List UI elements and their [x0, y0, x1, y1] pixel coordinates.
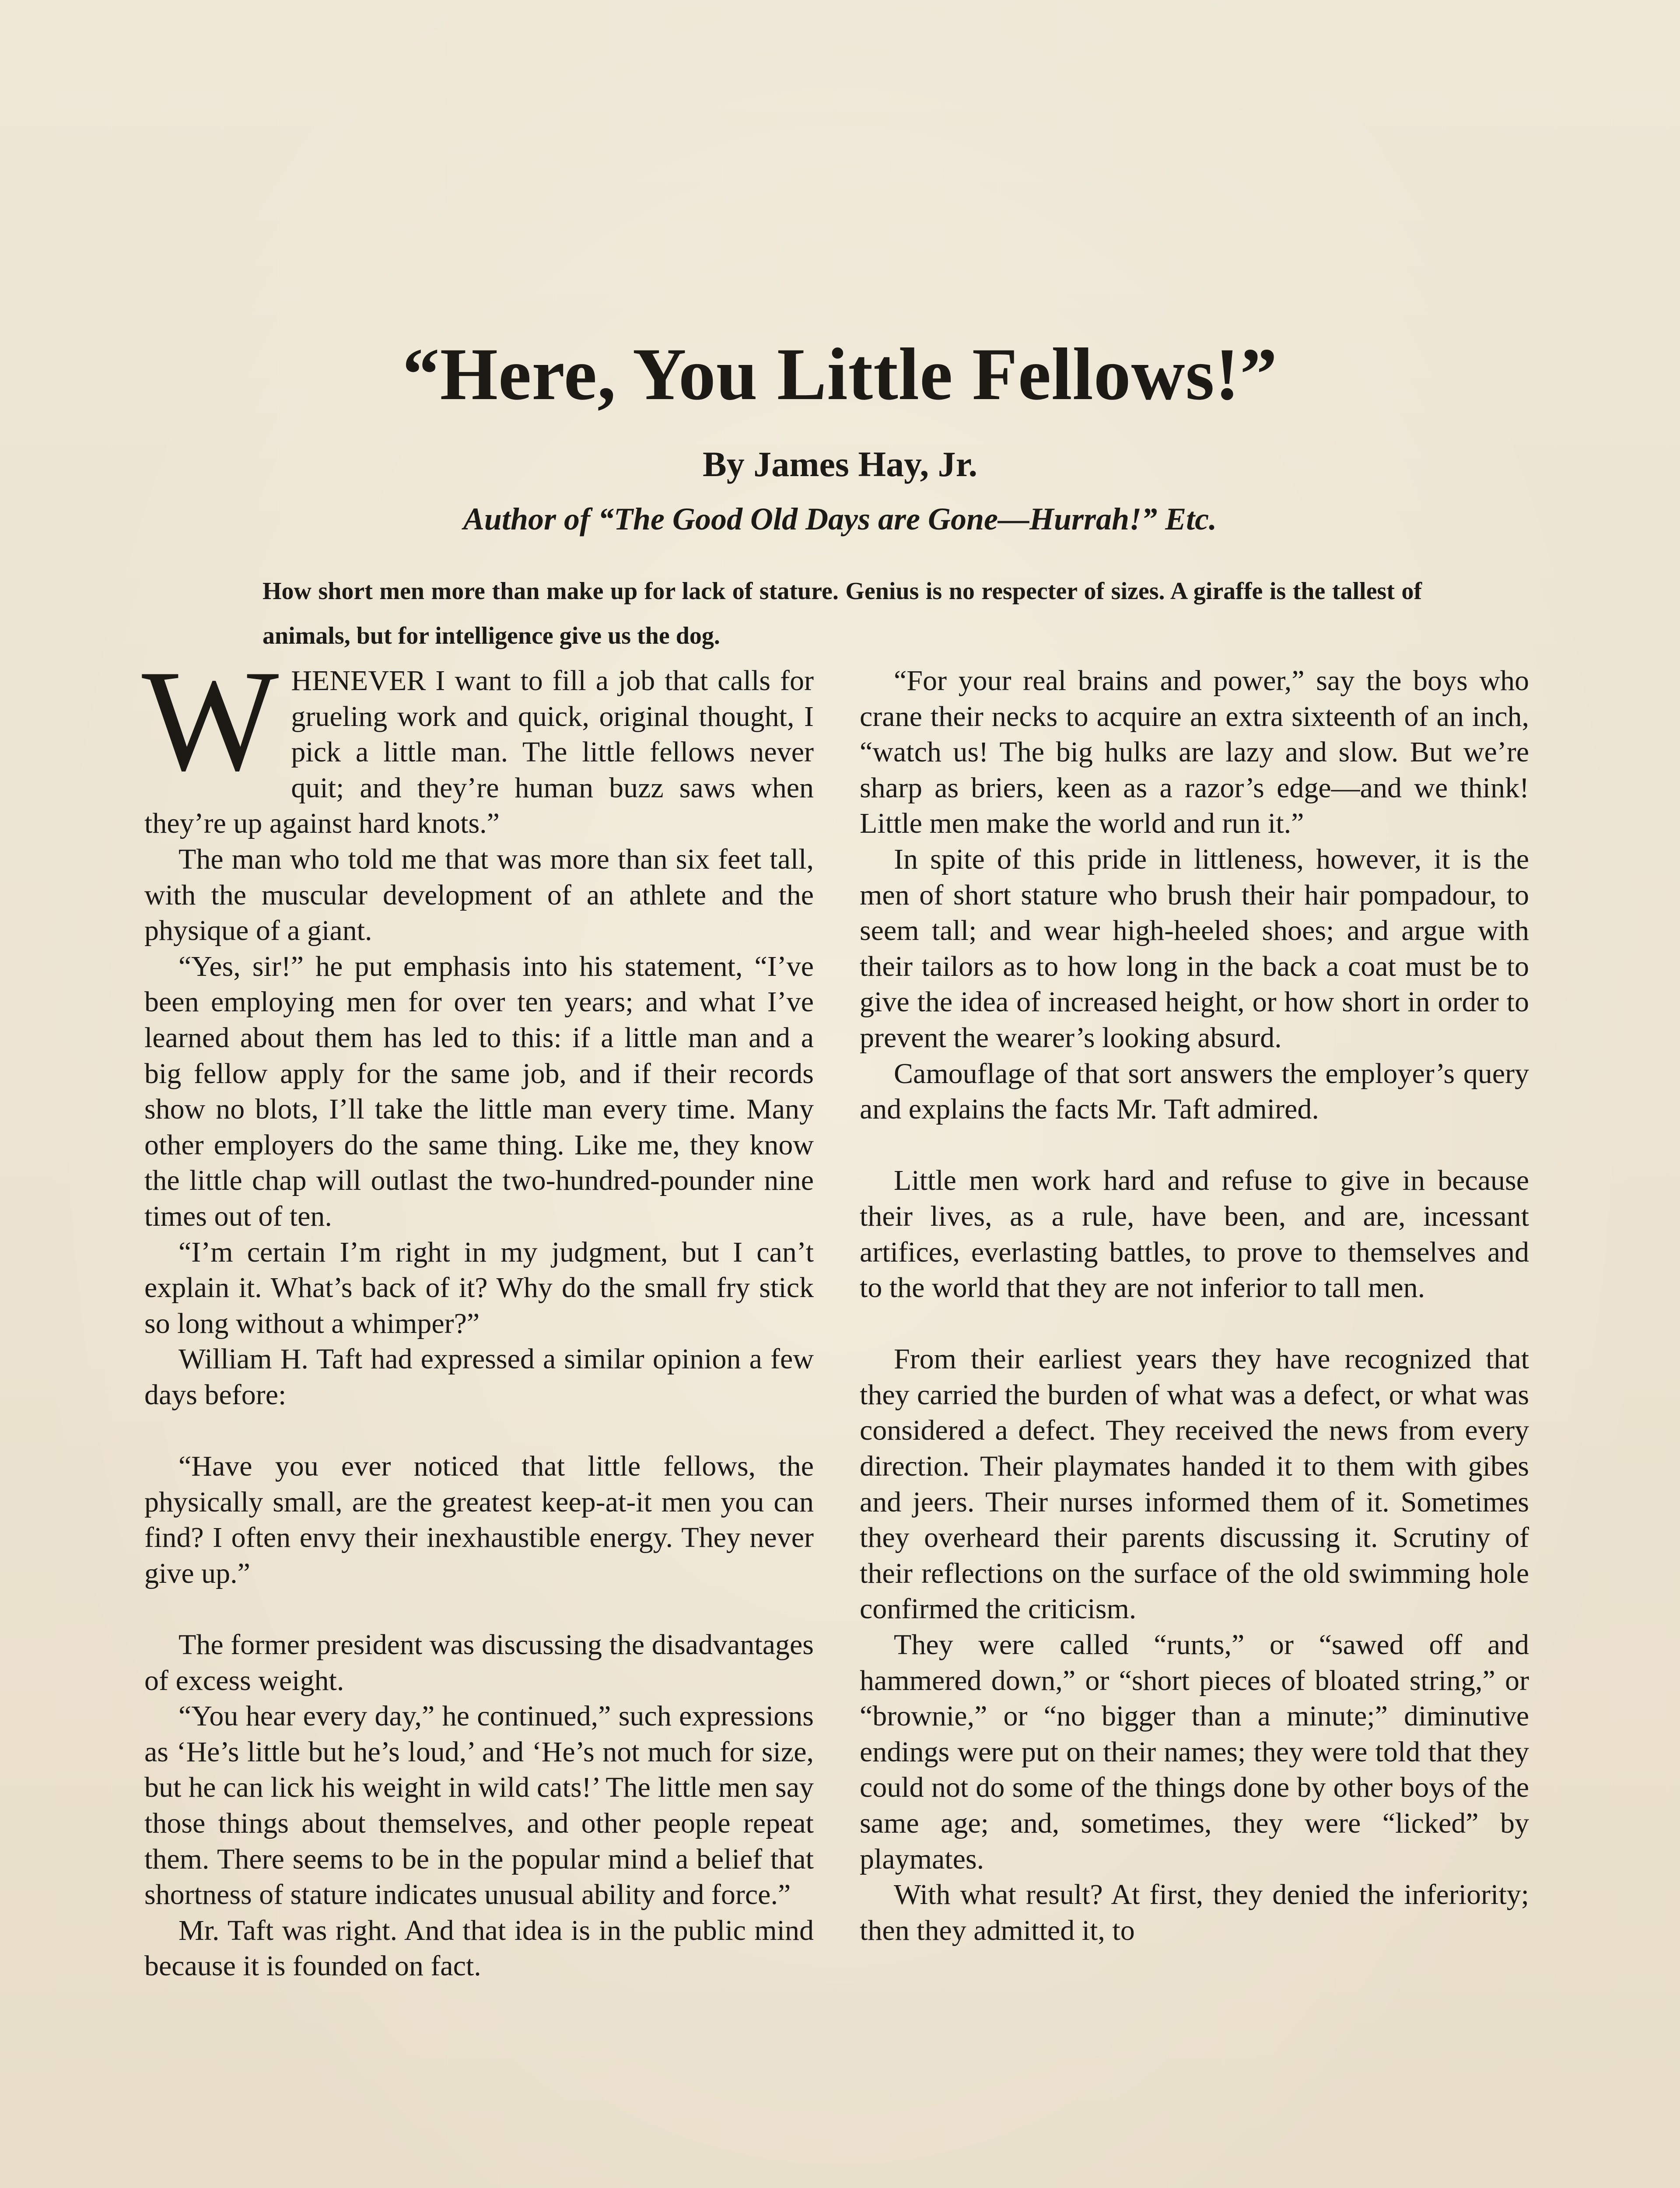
paragraph: “For your real brains and power,” say the boys who crane their necks to acquire an extra sixteenth of an inch, “watch us! The big hulks are lazy and slow. But we’re sharp as briers, keen as a razor’s edge—and we think! Little men make the world and run it.”: [860, 665, 1529, 840]
drop-cap: W: [142, 640, 279, 801]
paragraph: They were called “runts,” or “sawed off and hammered down,” or “short pieces of bloated string,” or “brownie,” or “no bigger than a minute;” diminutive endings were put on their names; they were told that they could not do some of the things done by other boys of the same age; and, sometimes, they were “licked” by playmates.: [860, 1629, 1529, 1875]
right-column: [860, 663, 1529, 1948]
paragraph: The man who told me that was more than six feet tall, with the muscular development of an athlete and the physique of a giant.: [144, 843, 814, 947]
quote-paragraph: “Have you ever noticed that little fellows, the physically small, are the greatest keep-at-it men you can find? I often envy their inexhaustible energy. They never give up.”: [144, 1450, 814, 1589]
left-column: [142, 640, 814, 1984]
paragraph: With what result? At first, they denied the inferiority; then they admitted it, to: [860, 1879, 1529, 1946]
author-credits: Author of “The Good Old Days are Gone—Hurrah!” Etc.: [463, 501, 1217, 536]
paragraph: “You hear every day,” he continued,” such expressions as ‘He’s little but he’s loud,’ and ‘He’s not much for size, but he can lick his weight in wild cats!’ The little men say those things about themselves, and other people repeat them. There seems to be in the popular mind a belief that shortness of stature indicates unusual ability and force.”: [144, 1700, 814, 1911]
paragraph: Little men work hard and refuse to give in because their lives, as a rule, have been, and are, incessant artifices, everlasting battles, to prove to themselves and to the world that they are not inferior to tall men.: [860, 1164, 1529, 1304]
paragraph: From their earliest years they have recognized that they carried the burden of what was a defect, or what was considered a defect. They received the news from every direction. Their playmates handed it to them with gibes and jeers. Their nurses informed them of it. Sometimes they overheard their parents discussing it. Scrutiny of their reflections on the surface of the old swimming hole confirmed the criticism.: [860, 1343, 1529, 1625]
opening-paragraph-text: HENEVER I want to fill a job that calls for grueling work and quick, original thought, I pick a little man. The little fellows never quit; and they’re human buzz saws when they’re up against hard knots.”: [144, 665, 814, 840]
paragraph: “I’m certain I’m right in my judgment, but I can’t explain it. What’s back of it? Why do the small fry stick so long without a whimper?”: [144, 1236, 814, 1339]
paragraph: Camouflage of that sort answers the employer’s query and explains the facts Mr. Taft admired.: [860, 1057, 1529, 1126]
opening-paragraph: [142, 640, 814, 842]
article-byline: By James Hay, Jr.: [703, 444, 977, 484]
article-deck: How short men more than make up for lack of stature. Genius is no respecter of sizes. A giraffe is the tallest of animals, but for intelligence give us the dog.: [262, 578, 1422, 649]
paragraph: William H. Taft had expressed a similar opinion a few days before:: [144, 1343, 814, 1411]
paragraph: The former president was discussing the disadvantages of excess weight.: [144, 1629, 814, 1697]
paragraph: “Yes, sir!” he put emphasis into his statement, “I’ve been employing men for over ten years; and what I’ve learned about them has led to this: if a little man and a big fellow apply for the same job, and if their records show no blots, I’ll take the little man every time. Many other employers do the same thing. Like me, they know the little chap will outlast the two-hundred-pounder nine times out of ten.: [144, 950, 814, 1232]
paragraph: In spite of this pride in littleness, however, it is the men of short stature who brush their hair pompadour, to seem tall; and wear high-heeled shoes; and argue with their tailors as to how long in the back a coat must be to give the idea of increased height, or how short in order to prevent the wearer’s looking absurd.: [860, 843, 1529, 1054]
article-title: “Here, You Little Fellows!”: [402, 333, 1278, 415]
paragraph: Mr. Taft was right. And that idea is in the public mind because it is founded on fact.: [144, 1914, 814, 1982]
